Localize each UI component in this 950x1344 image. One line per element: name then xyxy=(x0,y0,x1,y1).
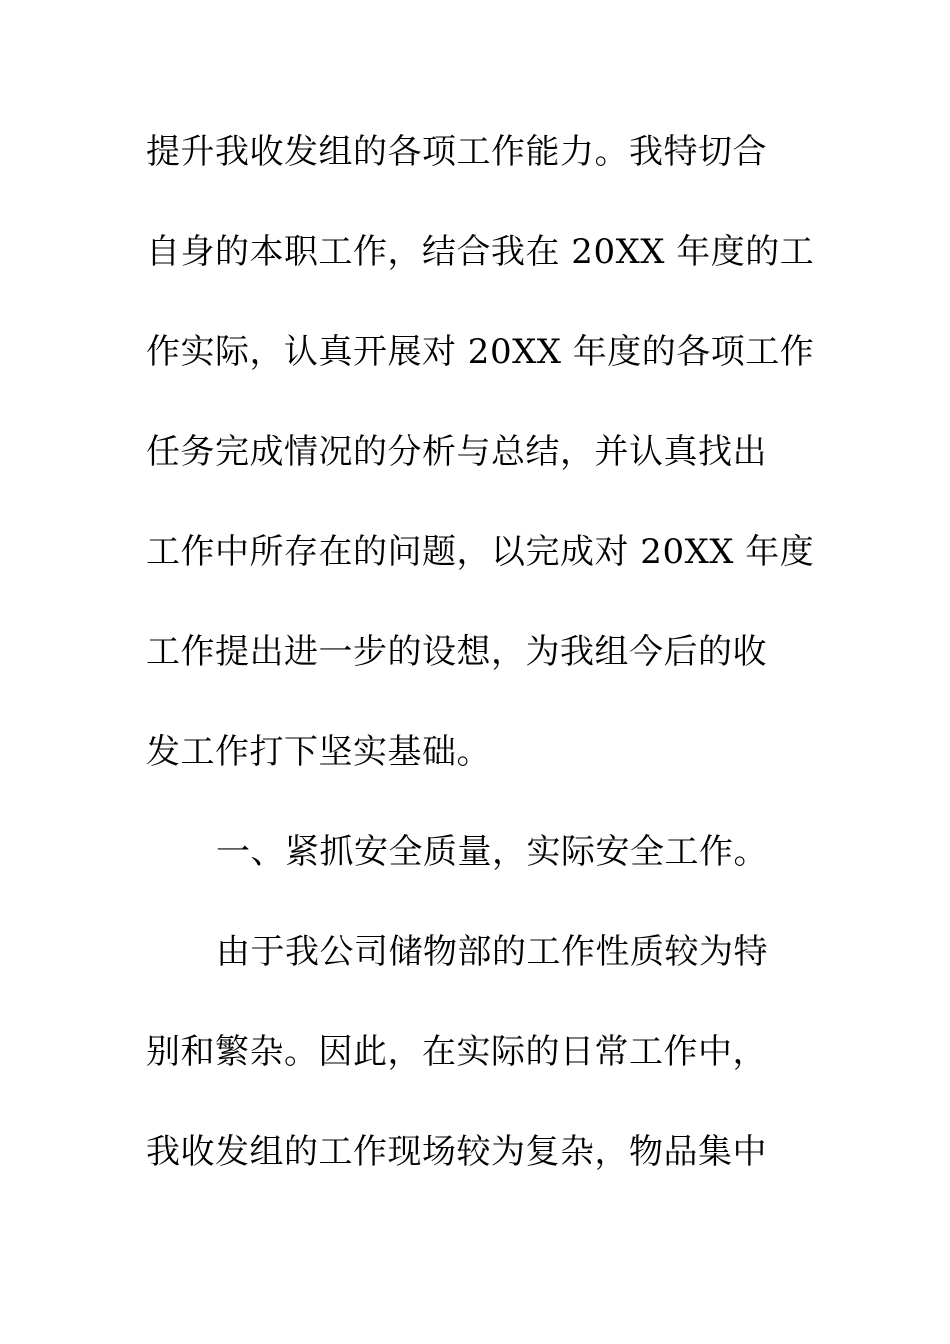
paragraph-line: 别和繁杂。因此，在实际的日常工作中， xyxy=(146,1032,767,1072)
paragraph-line: 发工作打下坚实基础。 xyxy=(146,732,491,772)
paragraph-line: 工作提出进一步的设想，为我组今后的收 xyxy=(146,632,767,672)
paragraph-line: 由于我公司储物部的工作性质较为特 xyxy=(216,932,768,972)
paragraph-line: 作实际，认真开展对 20XX 年度的各项工作 xyxy=(146,332,815,372)
paragraph-line: 提升我收发组的各项工作能力。我特切合 xyxy=(146,132,767,172)
section-heading: 一、紧抓安全质量，实际安全工作。 xyxy=(216,832,768,872)
paragraph-line: 任务完成情况的分析与总结，并认真找出 xyxy=(146,432,767,472)
paragraph-line: 自身的本职工作，结合我在 20XX 年度的工 xyxy=(146,232,815,272)
paragraph-line: 工作中所存在的问题，以完成对 20XX 年度 xyxy=(146,532,815,572)
paragraph-line: 我收发组的工作现场较为复杂，物品集中 xyxy=(146,1132,767,1172)
